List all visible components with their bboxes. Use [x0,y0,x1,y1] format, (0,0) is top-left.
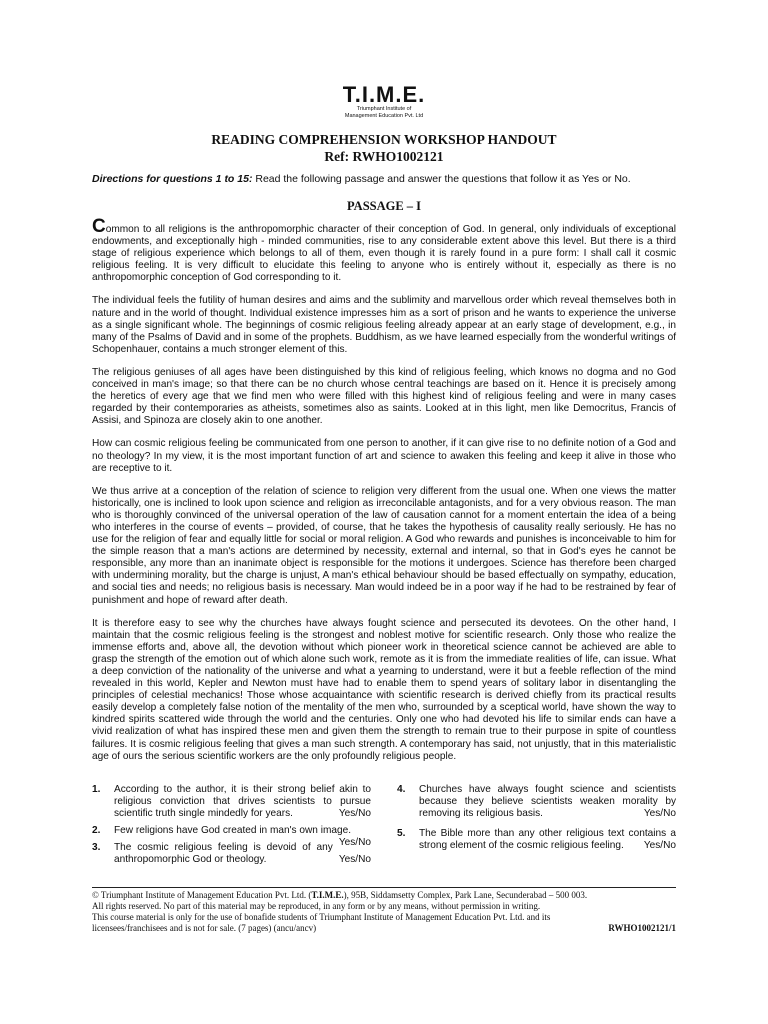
footer-copyright-brand: T.I.M.E. [311,890,344,900]
footer-divider [92,887,676,888]
paragraph-6: It is therefore easy to see why the churches have always fought science and persecuted its devotees. On the other hand, I maintain that the cosmic religious feeling is the strongest and noblest motive for scientific research. Only those who realize the immense efforts and, above all, the devotion without which pioneer work in theoretical science cannot be achieved are able to grasp the strength of the emotion out of which alone such work, remote as it is from the immediate realities of life, can issue. What a deep conviction of the nationality of the universe and what a yearning to understand, were it but a feeble reflection of the mind revealed in this world, Kepler and Newton must have had to enable them to spend years of solitary labor in disentangling the principles of celestial mechanics! Those whose acquaintance with scientific research is derived chiefly from its practical results easily develop a completely false notion of the mentality of the men who, surrounded by a sceptical world, have shown the way to kindred spirits scattered wide through the world and the centuries. Only one who had devoted his life to similar ends can have a vivid realization of what has inspired these men and given them the strength to remain true to their purpose in spite of countless failures. It is cosmic religious feeling that gives a man such strength. A contemporary has said, not unjustly, that in this materialistic age of ours the serious scientific workers are the only profoundly religious people. [92,617,676,762]
question-number: 4. [397,784,406,795]
directions-lead: Directions for questions 1 to 15: [92,173,253,185]
footer [92,890,676,934]
question-item [397,784,676,820]
question-text: According to the author, it is their strong belief akin to religious conviction that drives scientists to pursue scientific truth single mindedly for years. [114,784,371,820]
questions-right-column [397,784,676,857]
passage-body [92,216,676,774]
footer-copyright [92,890,676,901]
question-item [397,828,676,852]
paragraph-2: The individual feels the futility of human desires and aims and the sublimity and marvellous order which reveal themselves both in nature and in the world of thought. Individual existence impresses him as a sort of prison and he wants to experience the universe as a single significant whole. The beginnings of cosmic religious feeling already appear at an early stage of development, e.g., in many of the Psalms of David and in some of the prophets. Buddhism, as we have learned especially from the wonderful writings of Schopenhauer, contains a much stronger element of this. [92,295,676,355]
questions-left-column [92,784,371,872]
question-item [92,784,371,820]
footer-page-ref: RWHO1002121/1 [608,923,676,933]
question-text: The Bible more than any other religious text contains a strong element of the cosmic religious feeling. [419,828,676,852]
paragraph-1 [92,216,676,284]
paragraph-1-text: ommon to all religions is the anthropomorphic character of their conception of God. In general, only individuals of exceptional endowments, and exceptionally high - minded communities, rise to any considerable extent above this level. But there is a third stage of religious experience which belongs to all of them, even though it is rarely found in a pure form: I shall call it cosmic religious feeling. It is very difficult to elucidate this feeling to anyone who is entirely without it, especially as there is no anthropomorphic conception of God corresponding to it. [92,224,676,284]
question-answer-options: Yes/No [643,808,676,820]
footer-copyright-pre: © Triumphant Institute of Management Education Pvt. Ltd. ( [92,890,312,900]
drop-cap: C [92,216,106,237]
directions-text: Read the following passage and answer the questions that follow it as Yes or No. [252,173,631,185]
question-text: The cosmic religious feeling is devoid of any anthropomorphic God or theology. [114,842,333,866]
time-logo [0,84,768,119]
document-title-block [0,131,768,165]
paragraph-4: How can cosmic religious feeling be communicated from one person to another, if it can give rise to no definite notion of a God and no theology? In my view, it is the most important function of art and science to awaken this feeling and keep it alive in those who are receptive to it. [92,438,676,474]
question-number: 5. [397,828,406,840]
footer-rights: All rights reserved. No part of this material may be reproduced, in any form or by any means, without permission in writing. [92,901,541,911]
logo-mark: T.I.M.E. [342,82,426,107]
footer-usage-notice: This course material is only for the use of bonafide students of Triumphant Institute of Management Education Pvt. Ltd. and its [92,912,551,922]
paragraph-3: The religious geniuses of all ages have been distinguished by this kind of religious feeling, which knows no dogma and no God conceived in man's image; so that there can be no church whose central teachings are based on it. Hence it is precisely among the heretics of every age that we find men who were filled with this highest kind of religious feeling and were in many cases regarded by their contemporaries as atheists, sometimes also as saints. Looked at in this light, men like Democritus, Francis of Assisi, and Spinoza are closely akin to one another. [92,366,676,427]
question-text: Churches have always fought science and scientists because they believe scientists weaken morality by removing its religious basis. [419,784,676,820]
logo-subtitle-2: Management Education Pvt. Ltd [344,112,424,119]
footer-last-line [92,923,676,934]
document-title: READING COMPREHENSION WORKSHOP HANDOUT [211,132,557,147]
footer-copyright-post: ), 95B, Siddamsetty Complex, Park Lane, Secunderabad – 500 003. [343,890,588,900]
question-answer-options: Yes/No [643,840,676,852]
paragraph-5: We thus arrive at a conception of the relation of science to religion very different from the usual one. When one views the matter historically, one is inclined to look upon science and religion as irreconcilable antagonists, and for a very obvious reason. The man who is thoroughly convinced of the universal operation of the law of causation cannot for a moment entertain the idea of a being who interferes in the course of events – provided, of course, that he takes the hypothesis of causality really seriously. He has no use for the religion of fear and equally little for social or moral religion. A God who rewards and punishes is inconceivable to him for the simple reason that a man's actions are determined by necessity, external and internal, so that in God's eyes he cannot be responsible, any more than an inanimate object is responsible for the motions it undergoes. Science has therefore been charged with undermining morality, but the charge is unjust, A man's ethical behaviour should be based effectually on sympathy, education, and social ties and needs; no religious basis is necessary. Man would indeed be in a poor way if he had to be restrained by fear of punishment and hope of reward after death. [92,485,676,606]
question-text: Few religions have God created in man's own image. [114,825,352,837]
question-item [92,842,371,866]
question-answer-options: Yes/No [338,808,371,820]
question-answer-options: Yes/No [338,837,371,849]
question-item [92,825,371,849]
question-number: 3. [92,842,101,854]
question-answer-options: Yes/No [338,854,371,866]
question-number: 2. [92,825,101,837]
logo-subtitle-1: Triumphant Institute of [356,106,412,112]
footer-licensees: licensees/franchisees and is not for sale. (7 pages) (ancu/ancv) [92,923,317,933]
directions [92,173,692,186]
question-number: 1. [92,784,101,795]
document-ref: Ref: RWHO1002121 [324,149,444,164]
passage-heading: PASSAGE – I [346,199,422,213]
